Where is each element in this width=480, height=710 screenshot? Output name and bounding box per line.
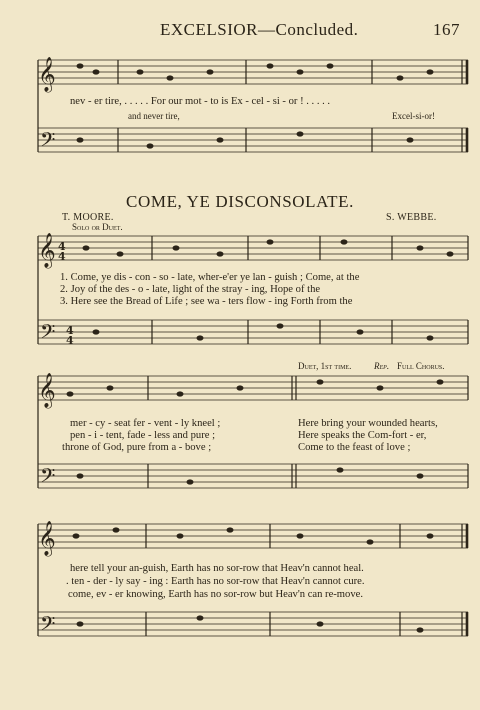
svg-text:4: 4 <box>58 240 66 253</box>
svg-text:4: 4 <box>58 250 66 263</box>
system4-verse-1: here tell your an-guish, Earth has no sor-row that Heav'n cannot heal. <box>70 563 364 574</box>
composer: S. WEBBE. <box>386 212 437 223</box>
staff-system1-treble <box>38 60 468 84</box>
system1-lyric-lower-left: and never tire, <box>128 111 180 121</box>
staff-system2-bass <box>38 320 468 344</box>
system3-verse-2-right: Here speaks the Com-fort - er, <box>298 430 427 441</box>
svg-text:𝄢: 𝄢 <box>40 320 56 348</box>
svg-text:𝄢: 𝄢 <box>40 128 56 156</box>
system3-verse-1-left: mer - cy - seat fer - vent - ly kneel ; <box>70 418 221 429</box>
staff-system3-bass <box>38 464 468 488</box>
system3-verse-3-right: Come to the feast of love ; <box>298 442 411 453</box>
svg-text:𝄞: 𝄞 <box>38 373 56 408</box>
direction-chorus: Full Chorus. <box>397 361 445 371</box>
system4-verse-2: . ten - der - ly say - ing : Earth has no sor-row that Heav'n cannot cure. <box>66 576 365 587</box>
svg-text:𝄞: 𝄞 <box>38 521 56 556</box>
system1-lyric-lower-right: Excel-si-or! <box>392 111 435 121</box>
svg-text:4: 4 <box>66 334 74 347</box>
page-number: 167 <box>433 20 460 39</box>
system2-verse-1: 1. Come, ye dis - con - so - late, wher-e'er ye lan - guish ; Come, at the <box>60 272 360 283</box>
svg-text:4: 4 <box>66 324 74 337</box>
system2-verse-2: 2. Joy of the des - o - late, light of the stray - ing, Hope of the <box>60 284 321 295</box>
direction-duet: Duet, 1st time. <box>298 361 352 371</box>
system4-verse-3: come, ev - er knowing, Earth has no sor-row but Heav'n can re-move. <box>68 589 363 600</box>
system2-verse-3: 3. Here see the Bread of Life ; see wa - ters flow - ing Forth from the <box>60 296 353 307</box>
direction-repeat: Rep. <box>374 361 390 371</box>
staff-system4-bass <box>38 612 468 636</box>
svg-text:𝄞: 𝄞 <box>38 57 56 92</box>
staff-system4-treble <box>38 524 468 548</box>
svg-text:𝄞: 𝄞 <box>38 233 56 268</box>
system3-verse-1-right: Here bring your wounded hearts, <box>298 418 438 429</box>
performance-note: Solo or Duet. <box>72 222 123 232</box>
lyricist: T. MOORE. <box>62 212 114 223</box>
staff-system3-treble <box>38 376 468 400</box>
system1-lyric: nev - er tire, . . . . . For our mot - to is Ex - cel - si - or ! . . . . . <box>70 96 331 107</box>
running-title: EXCELSIOR—Concluded. <box>160 20 359 39</box>
svg-text:𝄢: 𝄢 <box>40 612 56 640</box>
svg-text:𝄢: 𝄢 <box>40 464 56 492</box>
staff-system2-treble <box>38 236 468 260</box>
staff-system1-bass <box>38 128 468 152</box>
system3-verse-2-left: pen - i - tent, fade - less and pure ; <box>70 430 216 441</box>
system3-verse-3-left: throne of God, pure from a - bove ; <box>62 442 212 453</box>
hymn-title: COME, YE DISCONSOLATE. <box>126 192 354 211</box>
